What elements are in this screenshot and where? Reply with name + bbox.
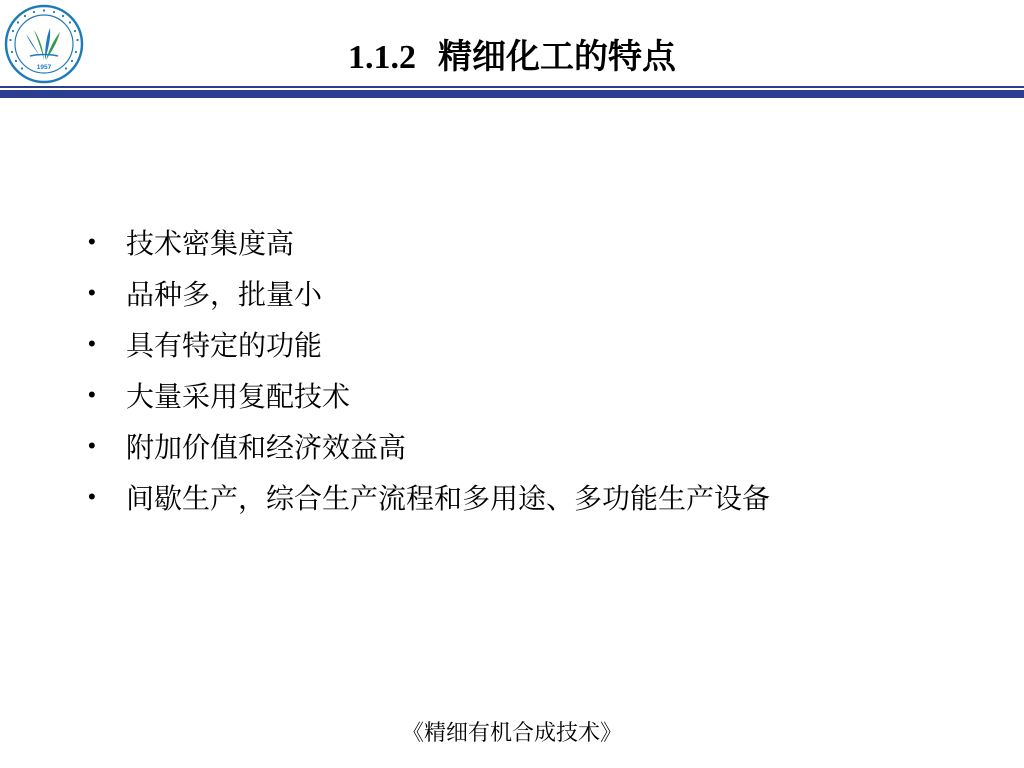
title-text: 精细化工的特点 (438, 39, 676, 76)
list-item (88, 420, 770, 471)
title-number: 1.1.2 (348, 39, 416, 76)
bullet-icon: • (88, 432, 96, 458)
list-item-text: 间歇生产，综合生产流程和多用途、多功能生产设备 (126, 481, 771, 515)
list-item (88, 471, 770, 522)
list-item (88, 216, 770, 267)
bullet-list (88, 216, 770, 522)
school-emblem-icon (4, 4, 84, 84)
footer-course-title: 《精细有机合成技术》 (401, 721, 622, 746)
bullet-icon: • (88, 483, 96, 509)
list-item (88, 318, 770, 369)
header-rule-thin (0, 86, 1024, 88)
list-item-text: 品种多，批量小 (126, 277, 323, 311)
list-item-text: 大量采用复配技术 (126, 379, 351, 413)
header-rule-thick (0, 90, 1024, 98)
bullet-icon: • (88, 381, 96, 407)
bullet-icon: • (88, 228, 96, 254)
list-item (88, 369, 770, 420)
logo-year: 1957 (36, 64, 52, 71)
list-item-text: 附加价值和经济效益高 (126, 430, 407, 464)
bullet-icon: • (88, 279, 96, 305)
page-title (200, 34, 824, 82)
list-item-text: 技术密集度高 (126, 226, 295, 260)
list-item-text: 具有特定的功能 (126, 328, 323, 362)
bullet-icon: • (88, 330, 96, 356)
list-item (88, 267, 770, 318)
